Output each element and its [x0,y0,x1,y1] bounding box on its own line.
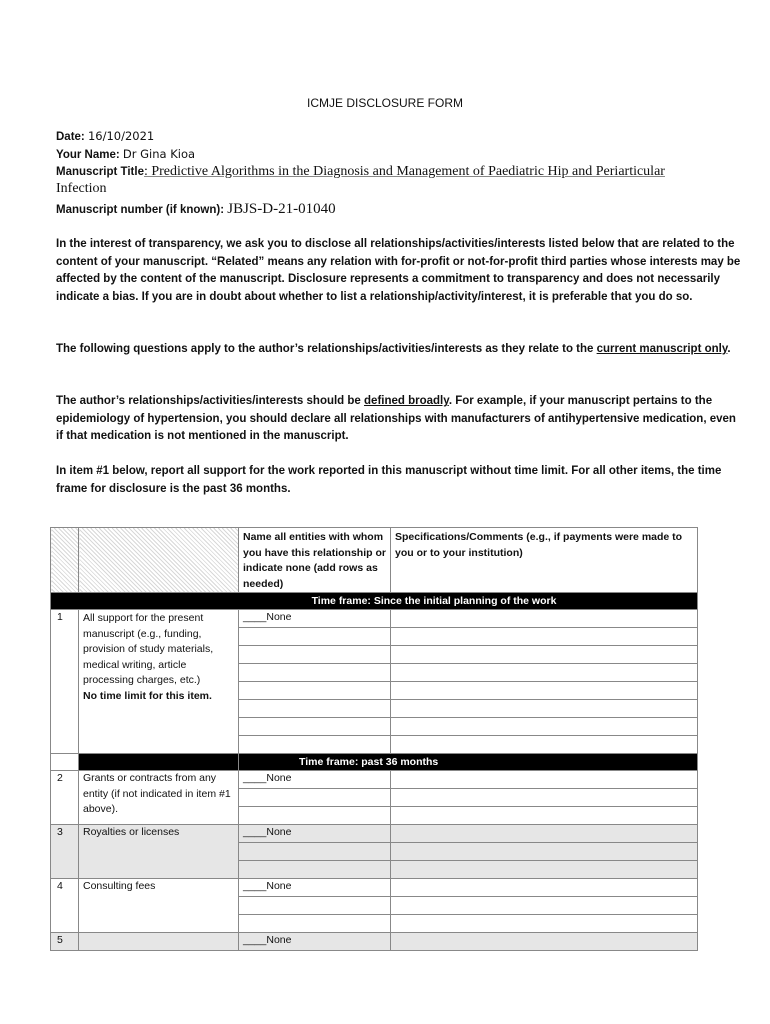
p2-text-b: . [727,343,731,355]
comment-field[interactable] [391,789,698,807]
item-4-label: Consulting fees [79,879,239,933]
comment-field[interactable] [391,897,698,915]
item-1-comment-field[interactable] [391,610,698,628]
table-row [51,771,698,789]
item-5-entity-field[interactable]: ____None [239,933,391,951]
item-2-label: Grants or contracts from any entity (if not indicated in item #1 above). [79,771,239,825]
entity-field[interactable] [239,915,391,933]
item-1-num: 1 [51,610,79,754]
comment-field[interactable] [391,700,698,718]
item-3-num: 3 [51,825,79,879]
item-1-label: All support for the present manuscript (e.g., funding, provision of study materials, medical writing, article processing charges, etc.) [83,612,214,686]
item-5-num: 5 [51,933,79,951]
item-4-comment-field[interactable] [391,879,698,897]
item-2-num: 2 [51,771,79,825]
entity-field[interactable] [239,664,391,682]
manuscript-title-value-2: Infection [56,181,107,196]
item-3-label: Royalties or licenses [79,825,239,879]
entity-field[interactable] [239,628,391,646]
item-1-entity-field[interactable]: ____None [239,610,391,628]
paragraph-current-manuscript [56,341,746,359]
comment-field[interactable] [391,915,698,933]
table-row [51,933,698,951]
item-4-num: 4 [51,879,79,933]
p3-text-b: . For example, if your manuscript pertains to the epidemiology of hypertension, you should declare all relationships with manufacturers of antihypertensive medication, even if that medication is not mentioned in the manuscript. [56,395,736,442]
date-label: Date: [56,131,85,143]
header-entities: Name all entities with whom you have this relationship or indicate none (add rows as needed) [239,528,391,593]
entity-field[interactable] [239,807,391,825]
entity-field[interactable] [239,736,391,754]
entity-field[interactable] [239,897,391,915]
comment-field[interactable] [391,682,698,700]
entity-field[interactable] [239,789,391,807]
header-num-cell [51,528,79,593]
comment-field[interactable] [391,861,698,879]
manuscript-title-label: Manuscript Title [56,166,144,178]
manuscript-number-line [56,201,336,218]
p3-underlined: defined broadly [364,395,449,407]
item-2-comment-field[interactable] [391,771,698,789]
name-label: Your Name: [56,149,120,161]
p2-text-a: The following questions apply to the author’s relationships/activities/interests as they relate to the [56,343,597,355]
entity-field[interactable] [239,718,391,736]
entity-field[interactable] [239,682,391,700]
table-row [51,879,698,897]
item-4-entity-field[interactable]: ____None [239,879,391,897]
comment-field[interactable] [391,646,698,664]
paragraph-transparency: In the interest of transparency, we ask you to disclose all relationships/activities/interests listed below that are related to the content of your manuscript. “Related” means any relation with for-profit or not-for-profit third parties whose interests may be affected by the content of the manuscript. Disclosure represents a commitment to transparency and does not necessarily indicate a bias. If you are in doubt about whether to list a relationship/activity/interest, it is preferable that you do so. [56,238,741,303]
comment-field[interactable] [391,843,698,861]
comment-field[interactable] [391,718,698,736]
header-specifications: Specifications/Comments (e.g., if payments were made to you or to your institution) [391,528,698,593]
comment-field[interactable] [391,664,698,682]
manuscript-number-value: JBJS-D-21-01040 [227,201,336,217]
p2-underlined: current manuscript only [596,343,728,355]
name-line [56,146,195,163]
entity-field[interactable] [239,646,391,664]
manuscript-number-label: Manuscript number (if known): [56,204,225,216]
paragraph-time-frame: In item #1 below, report all support for the work reported in this manuscript without time limit. For all other items, the time frame for disclosure is the past 36 months. [56,465,722,495]
comment-field[interactable] [391,628,698,646]
item-1-note: No time limit for this item. [83,689,212,702]
item-2-entity-field[interactable]: ____None [239,771,391,789]
time-frame-band-2 [51,754,698,771]
paragraph-defined-broadly [56,393,746,446]
item-3-comment-field[interactable] [391,825,698,843]
manuscript-title-value: : Predictive Algorithms in the Diagnosis and Management of Paediatric Hip and Periarticular [143,164,665,179]
item-5-label [79,933,239,951]
time-frame-band-1 [51,593,698,610]
entity-field[interactable] [239,700,391,718]
table-row [51,610,698,628]
comment-field[interactable] [391,736,698,754]
form-title: ICMJE DISCLOSURE FORM [306,96,463,110]
item-3-entity-field[interactable]: ____None [239,825,391,843]
p3-text-a: The author’s relationships/activities/interests should be [56,395,365,407]
table-row [51,825,698,843]
time-frame-1-label: Time frame: Since the initial planning of the work [311,595,557,607]
entity-field[interactable] [239,861,391,879]
entity-field[interactable] [239,843,391,861]
header-label-cell [79,528,239,593]
disclosure-table [50,527,698,951]
table-header-row [51,528,698,593]
time-frame-2-label: Time frame: past 36 months [299,756,439,768]
date-line [56,128,154,145]
name-value: Dr Gina Kioa [122,147,196,161]
manuscript-title-line [56,164,746,180]
item-1-label-cell [79,610,239,754]
item-5-comment-field[interactable] [391,933,698,951]
comment-field[interactable] [391,807,698,825]
date-value: 16/10/2021 [87,129,155,143]
